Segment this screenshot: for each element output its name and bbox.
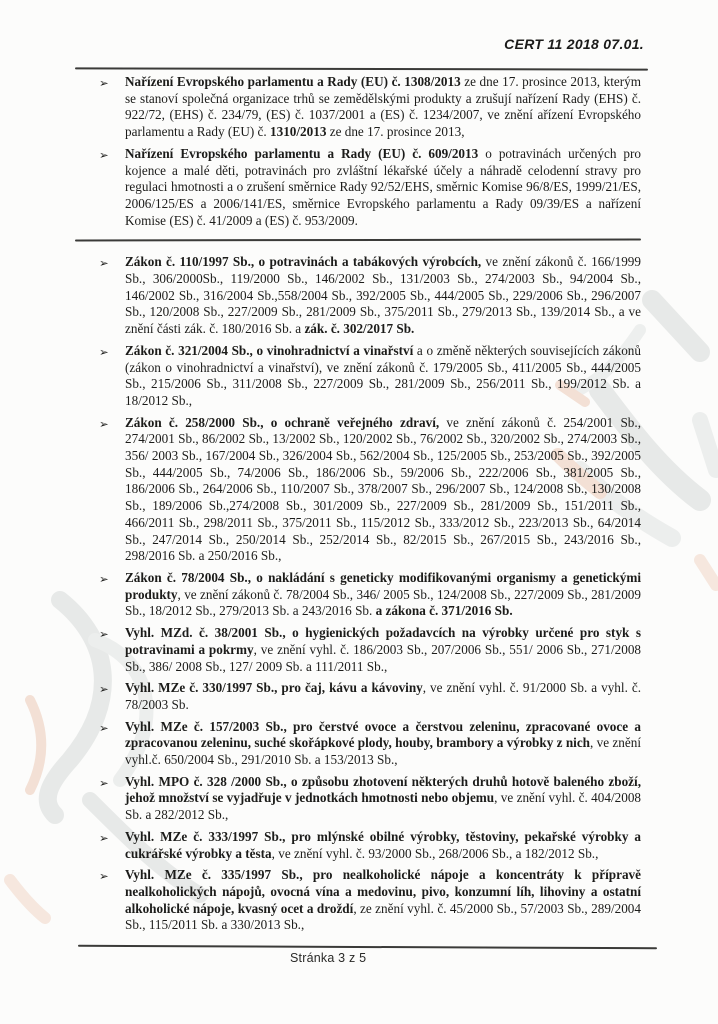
list-item-text: Zákon č. 110/1997 Sb., o potravinách a tabákových výrobcích, ve znění zákonů č. 166/1999 Sb., 306/2000Sb., 119/2000 Sb., 146/2002 Sb., 131/2003 Sb., 274/2003 Sb., 94/2004 Sb., 146/2002 Sb., 316/2004 Sb.,558/2004 Sb., 392/2005 Sb., 444/2005 Sb., 229/2006 Sb., 296/2007 Sb., 120/2008 Sb., 227/2009 Sb., 281/2009 Sb., 375/2011 Sb., 279/2013 Sb., 139/2014 Sb., a ve znění části zák. č. 180/2016 Sb. a zák. č. 302/2017 Sb. <box>125 254 641 337</box>
regulation-list <box>98 74 641 939</box>
arrow-bullet-icon: ➢ <box>99 344 109 359</box>
list-item-text: Vyhl. MZd. č. 38/2001 Sb., o hygienických požadavcích na výrobky určené pro styk s potravinami a pokrmy, ve znění vyhl. č. 186/2003 Sb., 207/2006 Sb., 551/ 2006 Sb., 271/2008 Sb., 386/ 2008 Sb., 127/ 2009 Sb. a 111/2011 Sb., <box>125 625 642 674</box>
arrow-bullet-icon: ➢ <box>99 416 109 431</box>
list-item <box>98 570 641 620</box>
arrow-bullet-icon: ➢ <box>99 571 109 586</box>
list-item <box>98 680 641 713</box>
list-item <box>98 74 641 141</box>
list-item <box>98 774 641 824</box>
page-number: Stránka 3 z 5 <box>290 951 367 965</box>
list-item <box>98 719 641 769</box>
section-divider-rule <box>75 239 641 242</box>
list-item-text: Vyhl. MZe č. 335/1997 Sb., pro nealkoholické nápoje a koncentráty k přípravě nealkoholických nápojů, ovocná vína a medovinu, pivo, konzumní líh, lihoviny a ostatní alkoholické nápoje, kvasný ocet a droždí, ze znění vyhl. č. 45/2000 Sb., 57/2003 Sb., 289/2004 Sb., 115/2011 Sb. a 330/2013 Sb., <box>125 867 641 933</box>
arrow-bullet-icon: ➢ <box>99 682 109 697</box>
list-item-text: Vyhl. MZe č. 157/2003 Sb., pro čerstvé ovoce a čerstvou zeleninu, zpracované ovoce a zpracovanou zeleninu, suché skořápkové plody, houby, brambory a výrobky z nich, ve znění vyhl.č. 650/2004 Sb., 291/2010 Sb. a 153/2013 Sb., <box>125 718 641 768</box>
arrow-bullet-icon: ➢ <box>99 720 109 735</box>
arrow-bullet-icon: ➢ <box>99 869 109 884</box>
list-item-text: Zákon č. 321/2004 Sb., o vinohradnictví a vinařství a o změně některých souvisejících zákonů (zákon o vinohradnictví a vinařství), ve znění zákonů č. 179/2005 Sb., 411/2005 Sb., 444/2005 Sb., 215/2006 Sb., 311/2008 Sb., 227/2009 Sb., 281/2009 Sb., 256/2011 Sb., 199/2012 Sb. a 18/2012 Sb., <box>125 342 641 408</box>
list-item-text: Vyhl. MZe č. 330/1997 Sb., pro čaj, kávu a kávoviny, ve znění vyhl. č. 91/2000 Sb. a vyhl. č. 78/2003 Sb. <box>125 680 641 712</box>
list-item-text: Vyhl. MZe č. 333/1997 Sb., pro mlýnské obilné výrobky, těstoviny, pekařské výrobky a cukrářské výrobky a těsta, ve znění vyhl. č. 93/2000 Sb., 268/2006 Sb., a 182/2012 Sb., <box>125 828 641 861</box>
list-item <box>98 829 641 862</box>
arrow-bullet-icon: ➢ <box>99 256 109 271</box>
list-item <box>98 867 641 934</box>
list-item <box>98 415 641 565</box>
list-item-text: Nařízení Evropského parlamentu a Rady (EU) č. 1308/2013 ze dne 17. prosince 2013, kterým se stanoví společná organizace trhů se zemědělskými produkty a zrušují nařízení Rady (EHS) č. 922/72, (EHS) č. 234/79, (ES) č. 1037/2001 a (ES) č. 1234/2007, ve znění ařízení Evropského parlamentu a Rady (EU) č. 1310/2013 ze dne 17. prosince 2013, <box>125 74 642 140</box>
list-item-text: Zákon č. 78/2004 Sb., o nakládání s geneticky modifikovanými organismy a genetickými produkty, ve znění zákonů č. 78/2004 Sb., 346/ 2005 Sb., 124/2008 Sb., 227/2009 Sb., 281/2009 Sb., 18/2012 Sb., 279/2013 Sb. a 243/2016 Sb. a zákona č. 371/2016 Sb. <box>125 569 641 619</box>
list-item-text: Nařízení Evropského parlamentu a Rady (EU) č. 609/2013 o potravinách určených pro kojence a malé děti, potravinách pro zvláštní lékařské účely a náhradě celodenní stravy pro regulaci hmotnosti a o zrušení směrnice Rady 92/52/EHS, směrnic Komise 96/8/ES, 1999/21/ES, 2006/125/ES a 2006/141/ES, směrnice Evropského parlamentu a Rady 09/39/ES a nařízení Komise (ES) č. 41/2009 a (ES) č. 953/2009. <box>125 145 641 228</box>
list-item <box>98 343 641 410</box>
document-reference: CERT 11 2018 07.01. <box>504 36 644 52</box>
footer-rule <box>78 945 657 950</box>
list-item-text: Vyhl. MPO č. 328 /2000 Sb., o způsobu zhotovení některých druhů hotově baleného zboží, jehož množství se vyjadřuje v jednotkách hmotnosti nebo objemu, ve znění vyhl. č. 404/2008 Sb. a 282/2012 Sb., <box>125 773 642 823</box>
list-item-text: Zákon č. 258/2000 Sb., o ochraně veřejného zdraví, ve znění zákonů č. 254/2001 Sb., 274/2001 Sb., 86/2002 Sb., 13/2002 Sb., 120/2002 Sb., 76/2002 Sb., 320/2002 Sb., 274/2003 Sb., 356/ 2003 Sb., 167/2004 Sb., 326/2004 Sb., 562/2004 Sb., 125/2005 Sb., 253/2005 Sb., 392/2005 Sb., 444/2005 Sb., 74/2006 Sb., 186/2006 Sb., 59/2006 Sb., 222/2006 Sb., 381/2005 Sb., 186/2006 Sb., 264/2006 Sb., 110/2007 Sb., 378/2007 Sb., 296/2007 Sb., 124/2008 Sb., 130/2008 Sb., 189/2006 Sb.,274/2008 Sb., 301/2009 Sb., 227/2009 Sb., 281/2009 Sb., 151/2011 Sb., 466/2011 Sb., 298/2011 Sb., 375/2011 Sb., 115/2012 Sb., 333/2012 Sb., 223/2013 Sb., 64/2014 Sb., 247/2014 Sb., 250/2014 Sb., 252/2014 Sb., 82/2015 Sb., 267/2015 Sb., 243/2016 Sb., 298/2016 Sb. a 250/2016 Sb., <box>125 414 641 564</box>
arrow-bullet-icon: ➢ <box>99 830 109 845</box>
header-rule <box>75 67 648 70</box>
arrow-bullet-icon: ➢ <box>99 147 109 162</box>
arrow-bullet-icon: ➢ <box>99 775 109 790</box>
list-item <box>98 254 641 338</box>
arrow-bullet-icon: ➢ <box>99 76 109 90</box>
list-item <box>98 146 641 230</box>
arrow-bullet-icon: ➢ <box>99 627 109 642</box>
list-item <box>98 625 641 675</box>
